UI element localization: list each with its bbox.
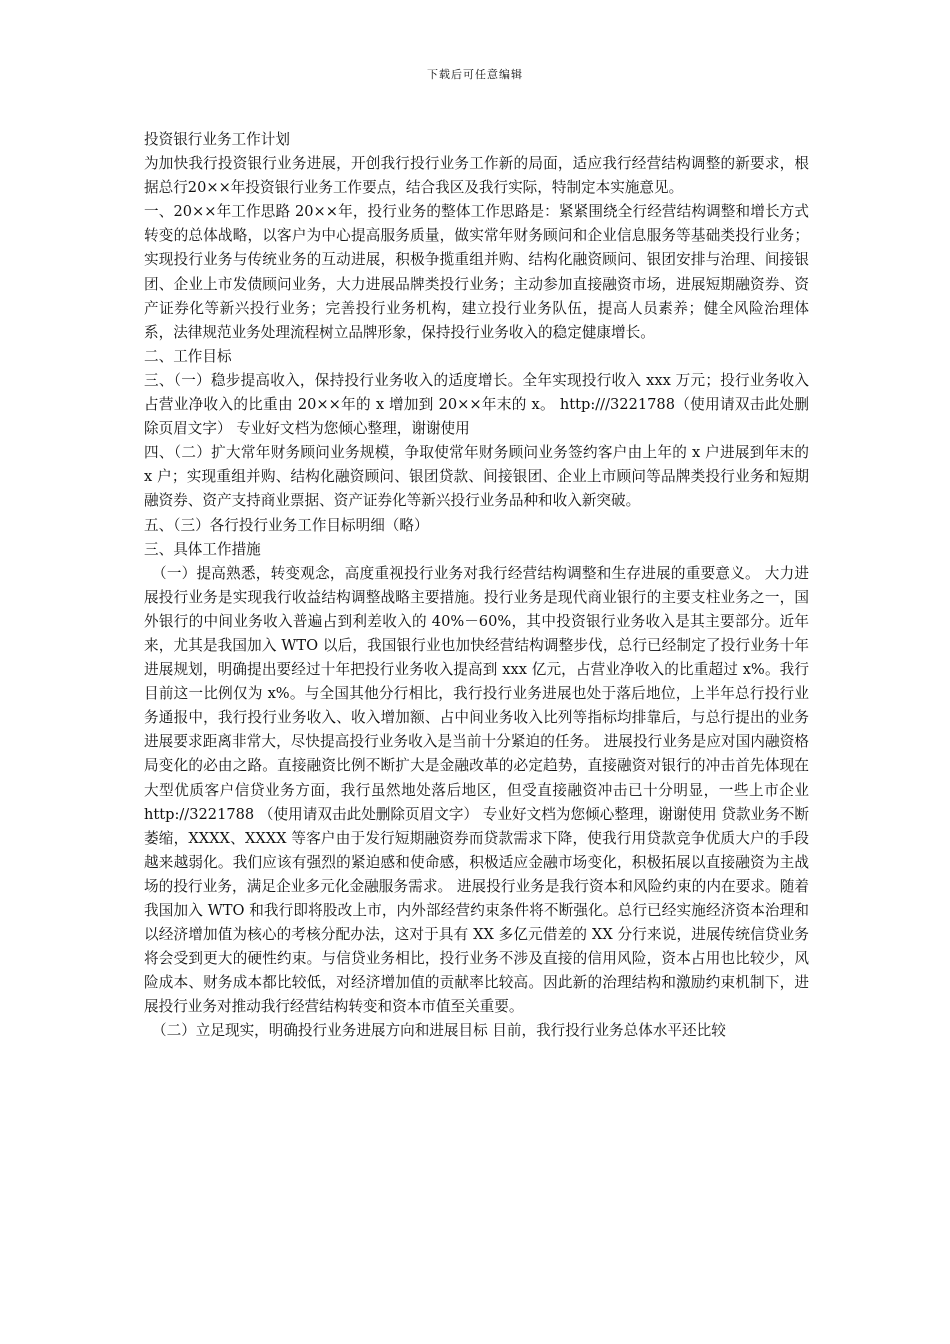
paragraph-goal-3: 五、（三）各行投行业务工作目标明细（略） <box>144 516 429 534</box>
paragraph-intro: 为加快我行投资银行业务进展，开创我行投行业务工作新的局面，适应我行经营结构调整的新要求，根据总行20××年投资银行业务工作要点，结合我区及我行实际，特制定本实施意见。 <box>144 155 809 197</box>
page-header-note: 下载后可任意编辑 <box>427 68 523 81</box>
paragraph-work-ideas: 一、20××年工作思路 20××年，投行业务的整体工作思路是：紧紧围绕全行经营结构调整和增长方式转变的总体战略，以客户为中心提高服务质量，做实常年财务顾问和企业信息服务等基础类投行业务；实现投行业务与传统业务的互动进展，积极争揽重组并购、结构化融资顾问、银团安排与治理、间接银团、企业上市发债顾问业务，大力进展品牌类投行业务；主动参加直接融资市场，进展短期融资券、资产证券化等新兴投行业务；完善投行业务机构，建立投行业务队伍，提高人员素养；健全风险治理体系，法律规范业务处理流程树立品牌形象，保持投行业务收入的稳定健康增长。 <box>144 203 809 341</box>
paragraph-goal-2: 四、（二）扩大常年财务顾问业务规模，争取使常年财务顾问业务签约客户由上年的 x 户进展到年末的 x 户；实现重组并购、结构化融资顾问、银团贷款、间接银团、企业上市顾问等品牌类投行业务和短期融资券、资产支持商业票据、资产证券化等新兴投行业务品种和收入新突破。 <box>144 444 809 510</box>
document-body <box>144 128 809 1044</box>
heading-work-goals: 二、工作目标 <box>144 347 232 365</box>
heading-measures: 三、具体工作措施 <box>144 540 261 558</box>
paragraph-goal-1: 三、（一）稳步提高收入，保持投行业务收入的适度增长。全年实现投行收入 xxx 万元；投行业务收入占营业净收入的比重由 20××年的 x 增加到 20××年末的 x。 http:///3221788（使用请双击此处删除页眉文字） 专业好文档为您倾心整理，谢谢使用 <box>144 371 809 438</box>
paragraph-measure-1: （一）提高熟悉，转变观念，高度重视投行业务对我行经营结构调整和生存进展的重要意义。 大力进展投行业务是实现我行收益结构调整战略主要措施。投行业务是现代商业银行的主要支柱业务之一，国外银行的中间业务收入普遍占到利差收入的 40%－60%，其中投资银行业务收入是其主要部分。近年来，尤其是我国加入 WTO 以后，我国银行业也加快经营结构调整步伐，总行已经制定了投行业务十年进展规划，明确提出要经过十年把投行业务收入提高到 xxx 亿元，占营业净收入的比重超过 x%。我行目前这一比例仅为 x%。与全国其他分行相比，我行投行业务进展也处于落后地位，上半年总行投行业务通报中，我行投行业务收入、收入增加额、占中间业务收入比列等指标均排靠后，与总行提出的业务进展要求距离非常大，尽快提高投行业务收入是当前十分紧迫的任务。 进展投行业务是应对国内融资格局变化的必由之路。直接融资比例不断扩大是金融改革的必定趋势，直接融资对银行的冲击首先体现在大型优质客户信贷业务方面，我行虽然地处落后地区，但受直接融资冲击已十分明显，一些上市企业 http://3221788 （使用请双击此处删除页眉文字） 专业好文档为您倾心整理，谢谢使用 贷款业务不断萎缩，XXXX、XXXX 等客户由于发行短期融资券而贷款需求下降，使我行用贷款竞争优质大户的手段越来越弱化。我们应该有强烈的紧迫感和使命感，积极适应金融市场变化，积极拓展以直接融资为主战场的投行业务，满足企业多元化金融服务需求。 进展投行业务是我行资本和风险约束的内在要求。随着我国加入 WTO 和我行即将股改上市，内外部经营约束条件将不断强化。总行已经实施经济资本治理和以经济增加值为核心的考核分配办法，这对于具有 XX 多亿元借差的 XX 分行来说，进展传统信贷业务将会受到更大的硬性约束。与信贷业务相比，投行业务不涉及直接的信用风险，资本占用也比较少，风险成本、财务成本都比较低，对经济增加值的贡献率比较高。因此新的治理结构和激励约束机制下，进展投行业务对推动我行经营结构转变和资本市值至关重要。 <box>144 564 809 1016</box>
document-title: 投资银行业务工作计划 <box>144 131 290 148</box>
paragraph-measure-2: （二）立足现实，明确投行业务进展方向和进展目标 目前，我行投行业务总体水平还比较 <box>152 1022 726 1040</box>
